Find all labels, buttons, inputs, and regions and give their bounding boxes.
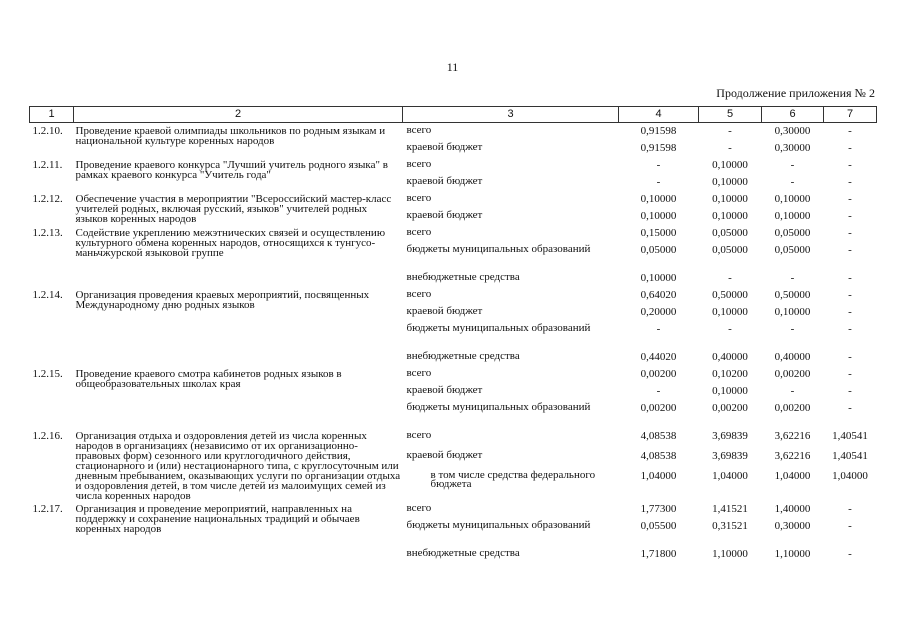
table-row (30, 501, 877, 518)
value-cell: 1,10000 (774, 547, 811, 560)
value-cell: 0,00200 (774, 367, 811, 380)
value-cell: - (656, 384, 661, 397)
funding-source: всего (406, 191, 432, 204)
funding-source: краевой бюджет (406, 174, 483, 187)
value-cell: 1,04000 (774, 469, 811, 482)
value-cell: - (848, 547, 852, 560)
funding-source: краевой бюджет (406, 140, 483, 153)
value-cell: 0,05000 (774, 243, 811, 256)
value-cell: 1,10000 (712, 547, 748, 560)
value-cell: 1,40000 (774, 502, 811, 515)
value-cell: - (790, 158, 795, 171)
item-number: 1.2.14. (32, 288, 63, 301)
value-cell: 0,91598 (640, 141, 677, 154)
funding-source: всего (406, 428, 432, 441)
value-cell: 0,10000 (712, 192, 748, 205)
value-cell: 0,05500 (640, 519, 677, 532)
value-cell: 1,41521 (712, 502, 748, 515)
funding-source: всего (406, 157, 432, 170)
item-name: Организация отдыха и оздоровления детей из числа коренных народов в организациях (независимо от их организационно-правовых форм) сезонного или круглогодичного действия, стационарного и (или) нестационарного типа, с круглосуточным или дневным пребыванием, оказывающих услуги по организации отдыха и оздоровления детей, в том числе детей из малоимущих семей из числа коренных народов (75, 429, 401, 502)
funding-source: бюджеты муниципальных образований (406, 518, 591, 531)
value-cell: 1,04000 (712, 469, 748, 482)
value-cell: - (848, 192, 852, 205)
value-cell: 0,10000 (640, 209, 677, 222)
value-cell: 0,10000 (774, 305, 811, 318)
value-cell: - (728, 141, 732, 154)
table-row (30, 157, 877, 174)
column-header: 6 (762, 107, 824, 123)
value-cell: 0,50000 (712, 288, 748, 301)
value-cell: 0,10000 (712, 384, 748, 397)
page-number: 11 (446, 60, 459, 74)
value-cell: 1,77300 (640, 502, 677, 515)
item-name: Организация проведения краевых мероприятий, посвященных Международному дню родных языков (75, 288, 370, 311)
funding-source: внебюджетные средства (406, 349, 520, 362)
value-cell: 0,15000 (640, 226, 677, 239)
item-name: Содействие укреплению межэтнических связей и осуществлению культурного обмена коренных народов, относящихся к тунгусо-маньчжурской языковой группе (75, 226, 386, 259)
value-cell: 1,04000 (640, 469, 677, 482)
table-row (30, 225, 877, 242)
value-cell: 0,05000 (640, 243, 677, 256)
value-cell: 0,10000 (774, 209, 811, 222)
value-cell: - (848, 384, 852, 397)
value-cell: 0,00200 (774, 401, 811, 414)
funding-source: краевой бюджет (406, 304, 483, 317)
value-cell: 0,64020 (640, 288, 677, 301)
value-cell: 0,44020 (640, 350, 677, 363)
item-name: Проведение краевой олимпиады школьников по родным языкам и национальной культуре коренных народов (75, 125, 386, 147)
table-row (30, 428, 877, 448)
value-cell: - (728, 271, 732, 284)
item-name: Обеспечение участия в мероприятии "Всероссийский мастер-класс учителей родных, включая русский, языков" учителей родных языков коренных народов (75, 192, 392, 225)
value-cell: 0,40000 (712, 350, 748, 363)
value-cell: 0,05000 (712, 243, 748, 256)
value-cell: 0,10000 (774, 192, 811, 205)
value-cell: - (656, 322, 661, 335)
value-cell: - (848, 322, 852, 335)
item-number: 1.2.16. (32, 429, 63, 442)
continuation-label: Продолжение приложения № 2 (716, 86, 875, 100)
value-cell: 0,10000 (712, 175, 748, 188)
value-cell: 0,10000 (640, 271, 677, 284)
table-row (30, 191, 877, 208)
value-cell: 0,91598 (640, 125, 677, 137)
value-cell: 0,30000 (774, 141, 811, 154)
item-name: Организация и проведение мероприятий, направленных на поддержку и сохранение национальных традиций и обычаев коренных народов (75, 502, 360, 535)
value-cell: - (848, 350, 852, 363)
value-cell: 4,08538 (640, 449, 677, 462)
funding-source: внебюджетные средства (406, 546, 520, 559)
value-cell: 0,10000 (712, 305, 748, 318)
value-cell: - (728, 322, 732, 335)
item-name: Проведение краевого смотра кабинетов родных языков в общеобразовательных школах края (75, 367, 342, 390)
value-cell: - (848, 502, 852, 515)
item-name: Проведение краевого конкурса "Лучший учитель родного языка" в рамках краевого конкурса "Учитель года" (75, 158, 388, 181)
value-cell: - (848, 243, 852, 256)
value-cell: 0,10000 (640, 192, 677, 205)
value-cell: 0,05000 (712, 226, 748, 239)
funding-source: бюджеты муниципальных образований (406, 321, 591, 334)
funding-source: краевой бюджет (406, 383, 483, 396)
funding-source: в том числе средства федерального бюджета (430, 468, 596, 490)
funding-source: краевой бюджет (406, 448, 483, 461)
item-number: 1.2.17. (32, 502, 63, 515)
value-cell: - (790, 322, 795, 335)
table-row (30, 287, 877, 304)
value-cell: - (728, 125, 732, 137)
funding-source: всего (406, 366, 432, 379)
value-cell: - (848, 125, 852, 137)
value-cell: - (656, 175, 661, 188)
value-cell: 0,00200 (640, 367, 677, 380)
value-cell: 0,00200 (712, 401, 748, 414)
value-cell: 4,08538 (640, 429, 677, 442)
item-number: 1.2.10. (32, 125, 63, 137)
item-number: 1.2.13. (32, 226, 63, 239)
funding-source: всего (406, 225, 432, 238)
value-cell: 0,00200 (640, 401, 677, 414)
value-cell: 1,71800 (640, 547, 677, 560)
value-cell: - (848, 519, 852, 532)
column-header: 7 (824, 107, 877, 123)
value-cell: 0,20000 (640, 305, 677, 318)
value-cell: 0,10000 (712, 209, 748, 222)
funding-source: бюджеты муниципальных образований (406, 242, 591, 255)
funding-source: бюджеты муниципальных образований (406, 400, 591, 413)
value-cell: 0,30000 (774, 519, 811, 532)
value-cell: 0,50000 (774, 288, 811, 301)
value-cell: 1,04000 (832, 469, 868, 482)
funding-source: краевой бюджет (406, 208, 483, 221)
funding-source: внебюджетные средства (406, 270, 520, 283)
header-row (30, 107, 877, 123)
value-cell: - (848, 305, 852, 318)
funding-source: всего (406, 501, 432, 514)
value-cell: - (848, 367, 852, 380)
value-cell: - (848, 141, 852, 154)
value-cell: 0,05000 (774, 226, 811, 239)
column-header: 4 (619, 107, 699, 123)
value-cell: - (848, 158, 852, 171)
value-cell: 3,69839 (712, 449, 748, 462)
item-number: 1.2.12. (32, 192, 63, 205)
value-cell: - (848, 288, 852, 301)
funding-source: всего (406, 124, 432, 136)
value-cell: 0,31521 (712, 519, 748, 532)
funding-source: всего (406, 287, 432, 300)
value-cell: 0,10200 (712, 367, 748, 380)
table-row (30, 366, 877, 383)
value-cell: - (656, 158, 661, 171)
column-header: 3 (403, 107, 619, 123)
value-cell: - (790, 175, 795, 188)
column-header: 5 (699, 107, 762, 123)
value-cell: - (790, 384, 795, 397)
appendix-table (29, 106, 877, 563)
value-cell: 3,62216 (774, 429, 811, 442)
value-cell: - (848, 175, 852, 188)
column-header: 1 (30, 107, 74, 123)
value-cell: 0,30000 (774, 125, 811, 137)
value-cell: - (790, 271, 795, 284)
value-cell: 1,40541 (832, 449, 868, 462)
value-cell: 0,40000 (774, 350, 811, 363)
value-cell: - (848, 401, 852, 414)
item-number: 1.2.15. (32, 367, 63, 380)
value-cell: - (848, 226, 852, 239)
value-cell: 1,40541 (832, 429, 868, 442)
value-cell: 3,62216 (774, 449, 811, 462)
table-row (30, 123, 877, 140)
column-header: 2 (74, 107, 403, 123)
value-cell: - (848, 271, 852, 284)
item-number: 1.2.11. (32, 158, 63, 171)
value-cell: 0,10000 (712, 158, 748, 171)
value-cell: - (848, 209, 852, 222)
value-cell: 3,69839 (712, 429, 748, 442)
